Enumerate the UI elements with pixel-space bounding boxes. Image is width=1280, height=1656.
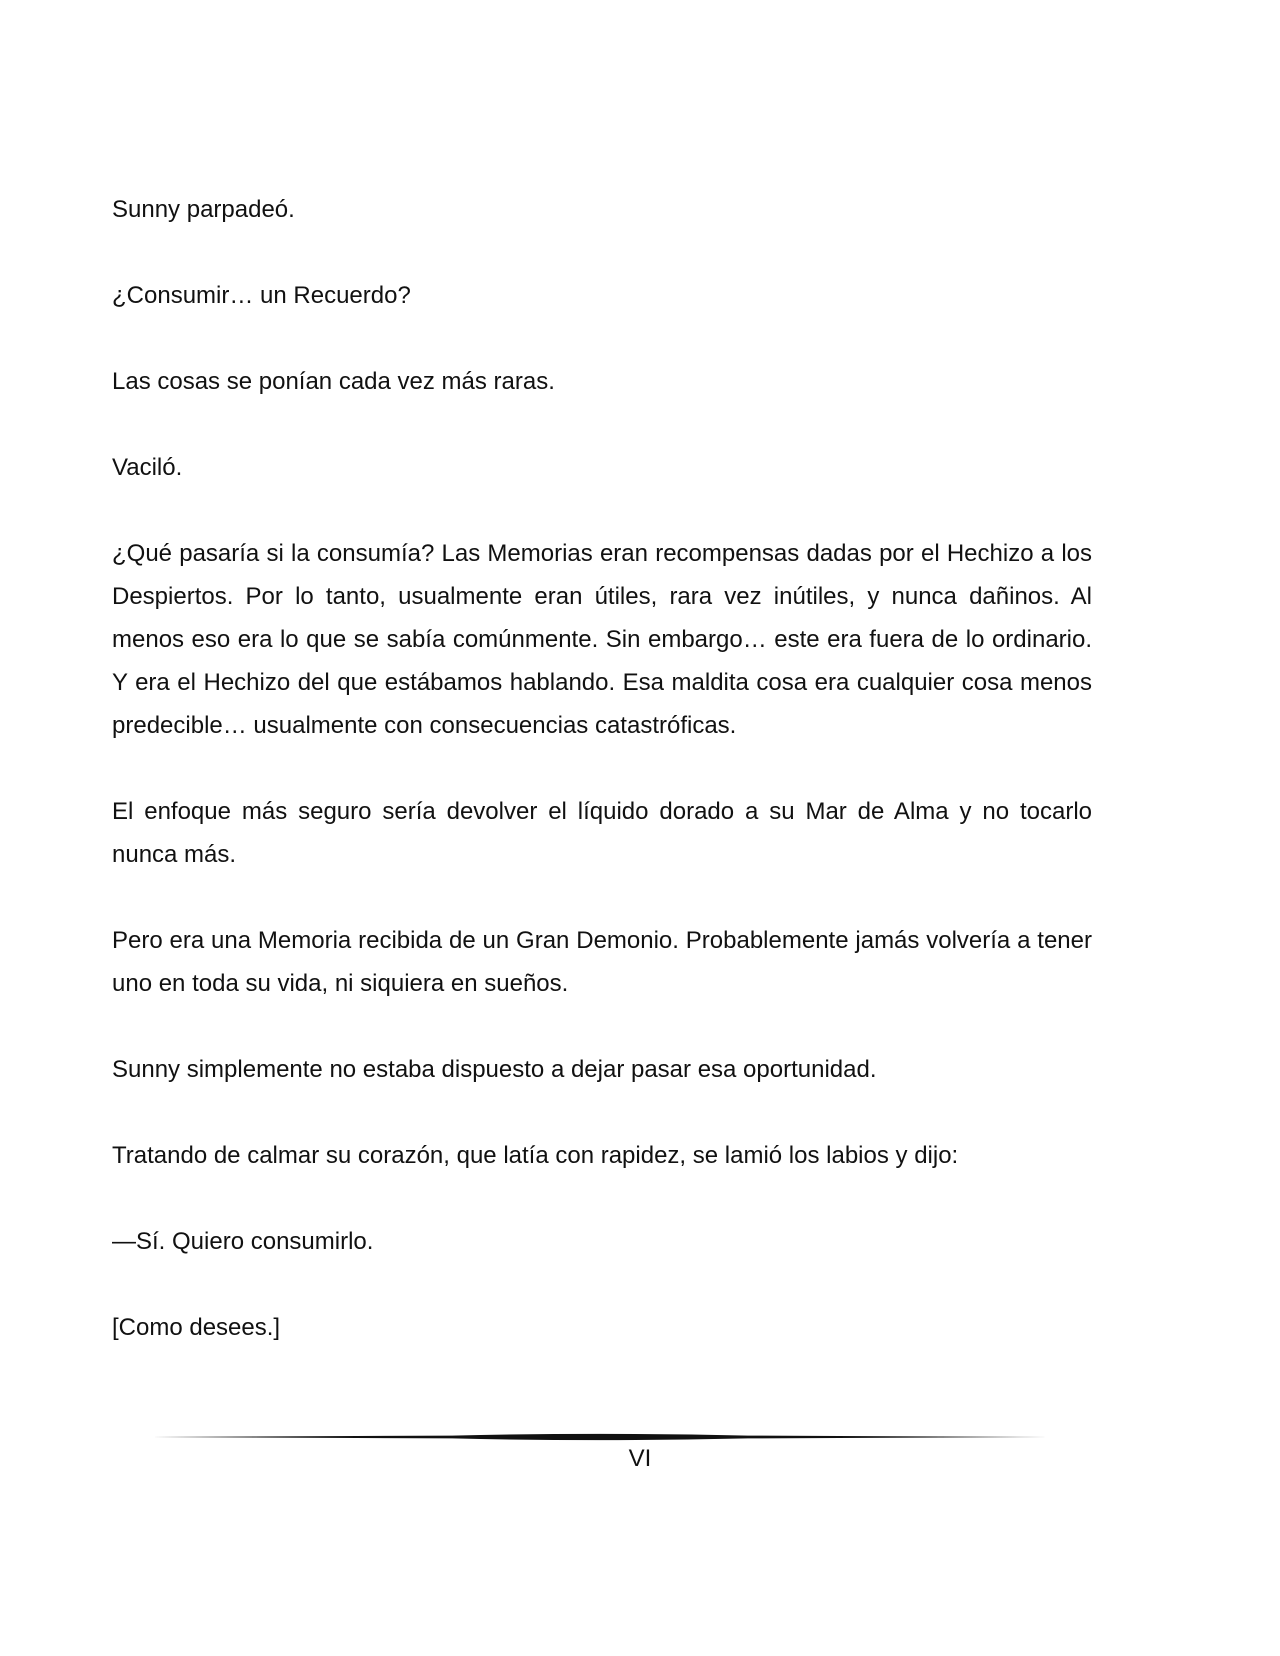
paragraph-8: Sunny simplemente no estaba dispuesto a dejar pasar esa oportunidad.	[112, 1056, 877, 1083]
paragraph-9: Tratando de calmar su corazón, que latía con rapidez, se lamió los labios y dijo:	[112, 1142, 959, 1169]
paragraph-3: Las cosas se ponían cada vez más raras.	[112, 368, 555, 395]
footer-divider	[152, 1430, 1048, 1444]
paragraph-4: Vaciló.	[112, 454, 183, 481]
paragraph-5: ¿Qué pasaría si la consumía? Las Memorias eran recompensas dadas por el Hechizo a los Despiertos. Por lo tanto, usualmente eran útiles, rara vez inútiles, y nunca dañinos. Al menos eso era lo que se sabía comúnmente. Sin embargo… este era fuera de lo ordinario. Y era el Hechizo del que estábamos hablando. Esa maldita cosa era cualquier cosa menos predecible… usualmente con consecuencias catastróficas.	[112, 540, 1092, 739]
page-number: VI	[628, 1445, 652, 1472]
paragraph-1: Sunny parpadeó.	[112, 196, 295, 223]
paragraph-6: El enfoque más seguro sería devolver el líquido dorado a su Mar de Alma y no tocarlo nunca más.	[112, 798, 1092, 868]
body-text	[112, 188, 1092, 1392]
paragraph-7: Pero era una Memoria recibida de un Gran Demonio. Probablemente jamás volvería a tener uno en toda su vida, ni siquiera en sueños.	[112, 927, 1092, 997]
paragraph-11: [Como desees.]	[112, 1314, 281, 1341]
paragraph-2: ¿Consumir… un Recuerdo?	[112, 282, 411, 309]
paragraph-10: —Sí. Quiero consumirlo.	[112, 1228, 374, 1255]
